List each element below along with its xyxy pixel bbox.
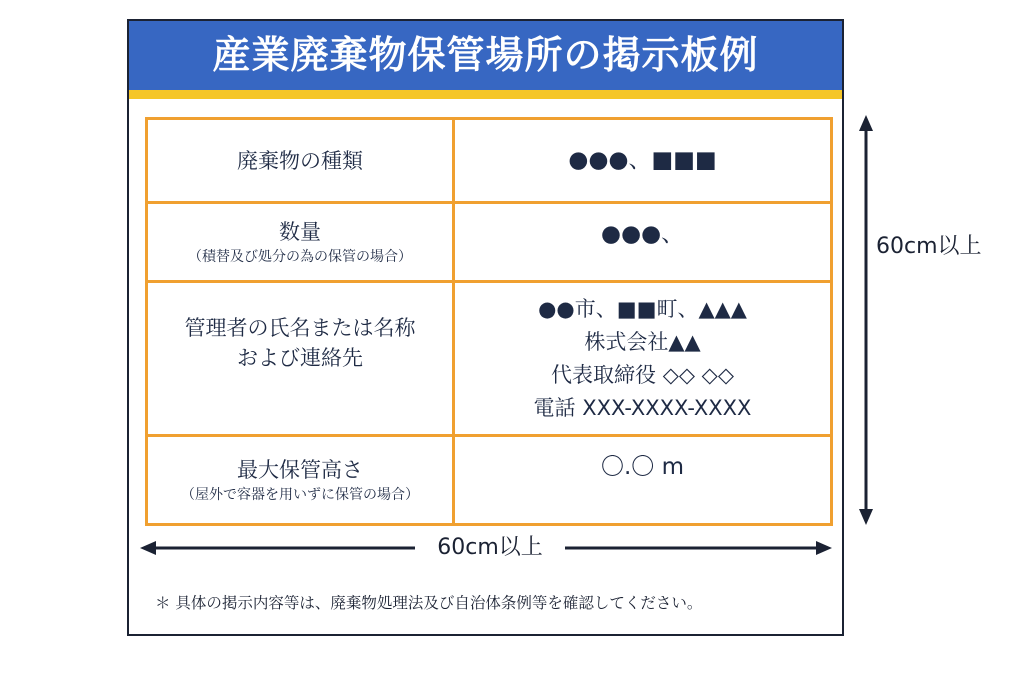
value-cell: [454, 203, 832, 282]
row-value-line1: ●●市、■■町、▲▲▲: [538, 296, 747, 321]
table-row-waste-type: [147, 119, 832, 203]
row-value: 〇.〇 m: [600, 454, 685, 480]
row-label: 数量: [279, 220, 321, 244]
height-dimension-label: 60cm以上: [876, 234, 982, 259]
row-sublabel: （積替及び処分の為の保管の場合）: [188, 249, 412, 265]
label-cell: [147, 282, 454, 436]
row-value-line2: 株式会社▲▲: [584, 329, 701, 354]
value-cell: [454, 282, 832, 436]
width-dimension-label: 60cm以上: [415, 533, 565, 563]
row-value-line4: 電話 XXX-XXXX-XXXX: [533, 395, 752, 420]
table-row-max-height: [147, 436, 832, 525]
table-row-manager: [147, 282, 832, 436]
row-value-line3: 代表取締役 ◇◇ ◇◇: [551, 362, 734, 387]
info-table: [145, 117, 833, 526]
row-label: 廃棄物の種類: [237, 148, 363, 173]
row-value: ●●●、: [600, 221, 685, 247]
value-cell: [454, 436, 832, 525]
footnote: ＊ 具体の掲示内容等は、廃棄物処理法及び自治体条例等を確認してください。: [155, 594, 703, 612]
label-cell: [147, 119, 454, 203]
sign-header: [129, 21, 842, 90]
label-cell: [147, 203, 454, 282]
table-row-quantity: [147, 203, 832, 282]
height-arrow-icon: [856, 115, 876, 525]
row-label: 最大保管高さ: [237, 458, 363, 482]
row-value: ●●●、■■■: [568, 147, 717, 173]
header-stripe: [129, 90, 842, 99]
row-sublabel: （屋外で容器を用いずに保管の場合）: [181, 487, 419, 503]
row-label-line2: および連絡先: [237, 346, 363, 370]
sign-title: 産業廃棄物保管場所の掲示板例: [212, 33, 759, 77]
row-label: 管理者の氏名または名称: [184, 316, 416, 340]
value-cell: [454, 119, 832, 203]
label-cell: [147, 436, 454, 525]
